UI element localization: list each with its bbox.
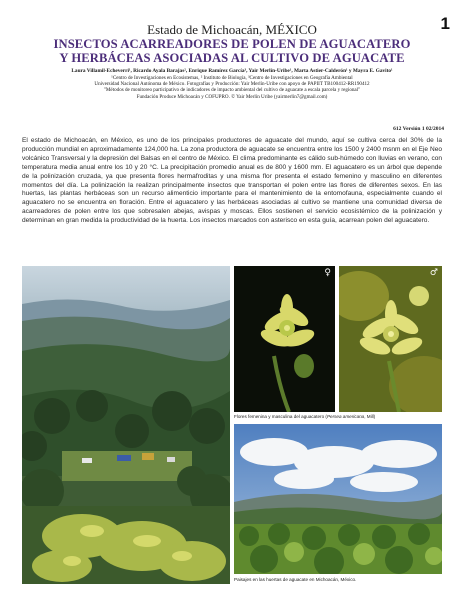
header xyxy=(16,22,448,100)
title-line-1: INSECTOS ACARREADORES DE POLEN DE AGUACATERO xyxy=(53,37,411,51)
place-title: Estado de Michoacán, MÉXICO xyxy=(147,22,317,37)
affiliations xyxy=(16,75,448,100)
affiliation-line: "Métodos de monitoreo participativo de indicadores de impacto ambiental del cultivo de aguacate a escala parcela y regional" xyxy=(103,87,361,94)
flowers-caption-species: Persea americana xyxy=(326,414,365,419)
authors: Laura Villamil-Echeverri¹, Ricardo Ayala Barajas², Enrique Ramírez García³, Yair Merlín-Uribe¹, Marta Astier-Calderón¹ y Mayra E. Gavito¹ xyxy=(71,68,393,74)
intro-paragraph: El estado de Michoacán, en México, es uno de los principales productores de aguacate del mundo, aquí se cultiva cerca del 30% de la producción mundial en aproximadamente 124,000 ha. La zona productora de aguacate se encuentra entre los 1500 y 2400 msnm en el Eje Neo volcánico Transversal y la depresión del Balsas en el centro de México. El clima predominante es cálido sub-húmedo con lluvias en verano, con temperatura media anual entre los 10 y 20 °C. La precipitación promedio anual es de 800 y 1600 mm. El aguacatero es un árbol que depende de la polinización cruzada, ya que presenta flores hermafroditas y una misma flor presenta el estado femenino y masculino en diferentes momentos del día. La polinización la realizan principalmente insectos que transportan el polen entre las flores de diferentes sexos. En las huertas, las plantas herbáceas son un recurso alimenticio importante para el mantenimiento de la entomofauna, especialmente cuando el aguacatero no se encuentra en floración. Entre el aguacatero y las herbáceas asociadas al cultivo se mantiene una comunidad diversa de acarreadores de polen entre los que sobresalen abejas, avispas y moscas. Ellos sostienen el servicio ecosistémico de la polinización y determinan en gran medida la productividad de la huerta. Los insectos marcados con asterisco en esta guía, acarrean polen del aguacatero. xyxy=(22,137,442,225)
version-label: 612 Versión 1 02/2014 xyxy=(393,126,444,132)
title-line-2: Y HERBÁCEAS ASOCIADAS AL CULTIVO DE AGUACATE xyxy=(59,51,405,65)
main-title xyxy=(16,37,448,65)
affiliation-line: Universidad Nacional Autónoma de México. Fotografías y Producción: Yair Merlín-Uribe con apoyo de PAPIIT TB100412-RR190412 xyxy=(94,81,370,88)
orchard-landscape-photo xyxy=(234,424,442,574)
affiliation-line: Fundación Produce Michoacán y COFUPRO. © Yair Merlín Uribe (yairmerlin7@gmail.com) xyxy=(136,93,328,100)
page-number: 1 xyxy=(440,14,450,33)
affiliation-line: ¹Centro de Investigaciones en Ecosistemas, ² Instituto de Biología, ³Centro de Investigaciones en Geografía Ambiental xyxy=(111,75,353,81)
forest-landscape-photo xyxy=(22,266,230,584)
landscape-caption: Paisajes en las huertas de aguacate en Michoacán, México. xyxy=(234,577,357,582)
female-flower-photo xyxy=(234,266,335,412)
flowers-caption-suffix: , Mill) xyxy=(364,414,376,419)
flowers-caption-prefix: Flores femenina y masculina del aguacatero ( xyxy=(234,414,327,419)
female-symbol: ♀ xyxy=(324,268,331,278)
male-symbol: ♂ xyxy=(429,268,438,278)
flowers-caption xyxy=(234,414,444,419)
male-flower-photo xyxy=(339,266,442,412)
